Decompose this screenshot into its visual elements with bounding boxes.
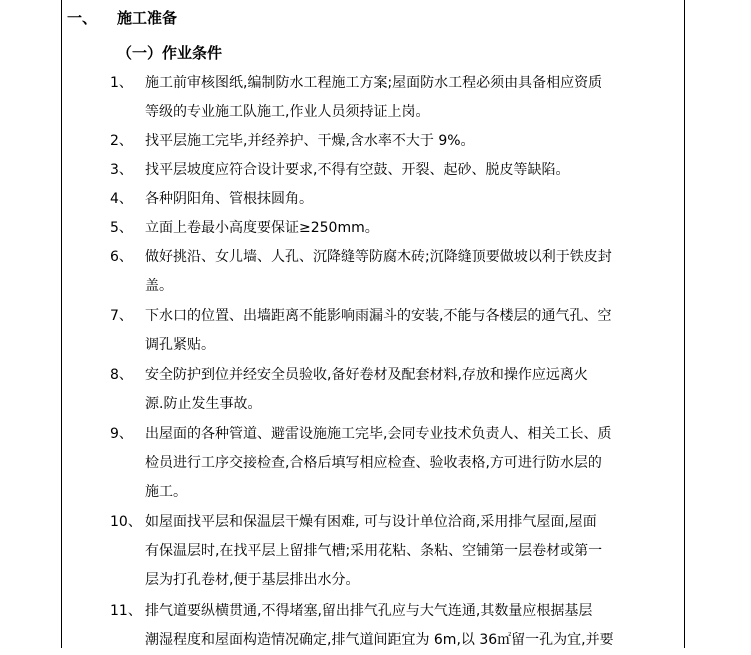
section-title: 施工准备 [117, 9, 178, 27]
list-item-text: 找平层坡度应符合设计要求,不得有空鼓、开裂、起砂、脱皮等缺陷。 [145, 162, 570, 178]
list-item-text: 施工前审核图纸,编制防水工程施工方案;屋面防水工程必须由具备相应资质 等级的专业施工队施工,作业人员须持证上岗。 [145, 75, 603, 120]
list-item-text: 立面上卷最小高度要保证≥250mm。 [145, 220, 379, 236]
section-number: 一、 [67, 9, 98, 27]
list-item-text: 排气道要纵横贯通,不得堵塞,留出排气孔应与大气连通,其数量应根据基层 潮湿程度和屋面构造情况确定,排气道间距宜为 6m,以 36㎡留一孔为宜,并要 [145, 603, 614, 648]
list-item-number: 7、 [110, 308, 133, 324]
list-item-text: 找平层施工完毕,并经养护、干燥,含水率不大于 9%。 [145, 133, 475, 149]
list-item-text: 各种阴阳角、管根抹圆角。 [145, 191, 313, 207]
list-item-text: 做好挑沿、女儿墙、人孔、沉降缝等防腐木砖;沉降缝顶要做坡以利于铁皮封 盖。 [145, 249, 612, 294]
list-item-number: 3、 [110, 162, 133, 178]
list-item-number: 2、 [110, 133, 133, 149]
subsection-title: （一）作业条件 [117, 44, 223, 62]
list-item-text: 如屋面找平层和保温层干燥有困难, 可与设计单位洽商,采用排气屋面,屋面 有保温层时,在找平层上留排气槽;采用花粘、条粘、空铺第一层卷材或第一 层为打孔卷材,便于基层排出水分。 [145, 514, 603, 588]
list-item-number: 10、 [110, 514, 142, 530]
list-item-number: 1、 [110, 75, 133, 91]
list-item-text: 下水口的位置、出墙距离不能影响雨漏斗的安装,不能与各楼层的通气孔、空 调孔紧贴。 [145, 308, 612, 353]
list-item-number: 11、 [110, 603, 142, 619]
list-item-number: 9、 [110, 426, 133, 442]
list-item-number: 4、 [110, 191, 133, 207]
list-item-number: 8、 [110, 367, 133, 383]
list-item-text: 安全防护到位并经安全员验收,备好卷材及配套材料,存放和操作应远离火 源.防止发生事故。 [145, 367, 588, 412]
list-item-number: 6、 [110, 249, 133, 265]
list-item-number: 5、 [110, 220, 133, 236]
list-item-text: 出屋面的各种管道、避雷设施施工完毕,会同专业技术负责人、相关工长、质 检员进行工序交接检查,合格后填写相应检查、验收表格,方可进行防水层的 施工。 [145, 426, 612, 500]
